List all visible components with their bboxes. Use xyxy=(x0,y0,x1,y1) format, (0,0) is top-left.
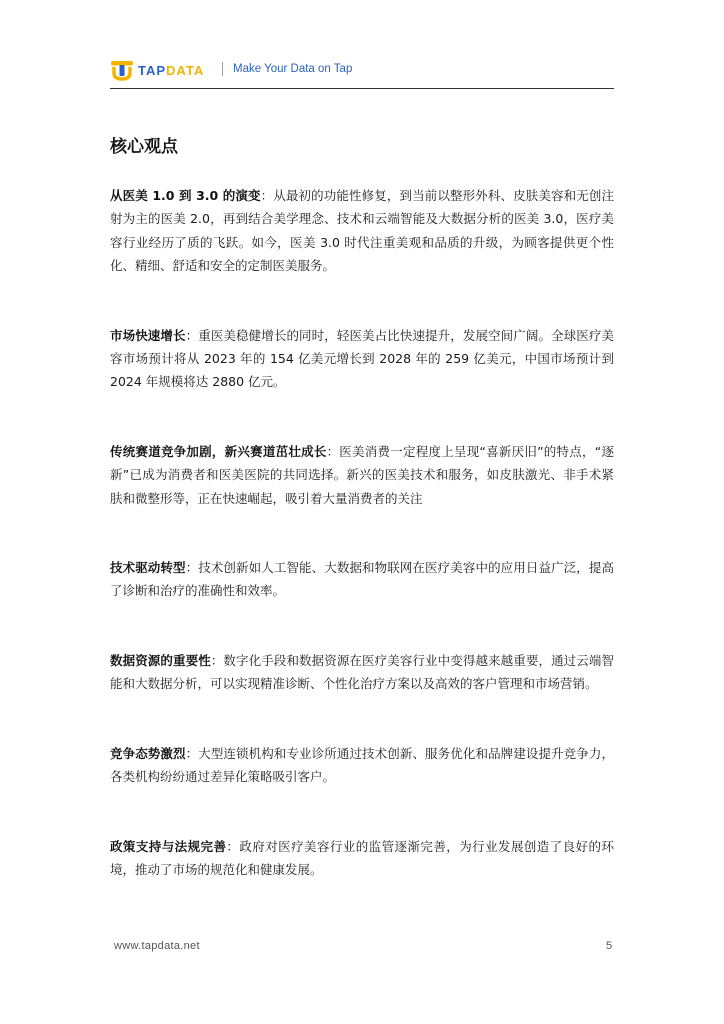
paragraph-text: ：政府对医疗美容行业的监管逐渐完善，为行业发展创造了良好的环境，推动了市场的规范化和健康发展。 xyxy=(110,838,614,877)
brand-part-data: DATA xyxy=(166,63,205,78)
paragraph-tech-transformation xyxy=(110,556,614,603)
paragraph-text: ：技术创新如人工智能、大数据和物联网在医疗美容中的应用日益广泛，提高了诊断和治疗的准确性和效率。 xyxy=(110,560,614,599)
paragraph-text: ：大型连锁机构和专业诊所通过技术创新、服务优化和品牌建设提升竞争力，各类机构纷纷通过差异化策略吸引客户。 xyxy=(110,745,614,785)
paragraph-lead: 从医美 1.0 到 3.0 的演变 xyxy=(110,188,261,203)
footer-url: www.tapdata.net xyxy=(114,940,200,952)
paragraph-evolution xyxy=(110,184,614,278)
brand-name xyxy=(138,63,204,78)
paragraph-lead: 竞争态势激烈 xyxy=(110,745,186,761)
paragraph-competitive-landscape xyxy=(110,742,614,789)
paragraph-lead: 市场快速增长 xyxy=(110,327,186,343)
paragraph-lead: 技术驱动转型 xyxy=(110,560,186,576)
document-body xyxy=(110,184,614,881)
paragraph-lead: 政策支持与法规完善 xyxy=(110,838,227,854)
paragraph-text: ：医美消费一定程度上呈现“喜新厌旧”的特点，“逐新”已成为消费者和医美医院的共同选择。新兴的医美技术和服务，如皮肤激光、非手术紧肤和微整形等，正在快速崛起，吸引着大量消费者的关注 xyxy=(110,443,614,506)
paragraph-text: ：数字化手段和数据资源在医疗美容行业中变得越来越重要，通过云端智能和大数据分析，可以实现精准诊断、个性化治疗方案以及高效的客户管理和市场营销。 xyxy=(110,652,614,692)
paragraph-policy-support xyxy=(110,835,614,882)
paragraph-competition-tracks xyxy=(110,440,614,510)
brand-part-tap: TAP xyxy=(138,63,167,78)
brand-tagline: Make Your Data on Tap xyxy=(233,63,353,75)
paragraph-data-resources xyxy=(110,649,614,696)
page-title: 核心观点 xyxy=(110,137,178,157)
page-header xyxy=(110,56,614,89)
paragraph-lead: 数据资源的重要性 xyxy=(110,652,211,668)
page-number: 5 xyxy=(606,940,613,952)
paragraph-lead: 传统赛道竞争加剧，新兴赛道茁壮成长 xyxy=(110,443,327,459)
paragraph-market-growth xyxy=(110,324,614,394)
paragraph-text: ：重医美稳健增长的同时，轻医美占比快速提升，发展空间广阔。全球医疗美容市场预计将从 2023 年的 154 亿美元增长到 2028 年的 259 亿美元，中国市场预计到 2024 年规模将达 2880 亿元。 xyxy=(110,327,614,390)
paragraph-text: ：从最初的功能性修复，到当前以整形外科、皮肤美容和无创注射为主的医美 2.0，再到结合美学理念、技术和云端智能及大数据分析的医美 3.0，医疗美容行业经历了质的飞跃。如今，医美 3.0 时代注重美观和品质的升级，为顾客提供更个性化、精细、舒适和安全的定制医美服务。 xyxy=(110,188,614,274)
tapdata-logo-icon xyxy=(110,59,134,81)
header-divider xyxy=(222,62,223,76)
